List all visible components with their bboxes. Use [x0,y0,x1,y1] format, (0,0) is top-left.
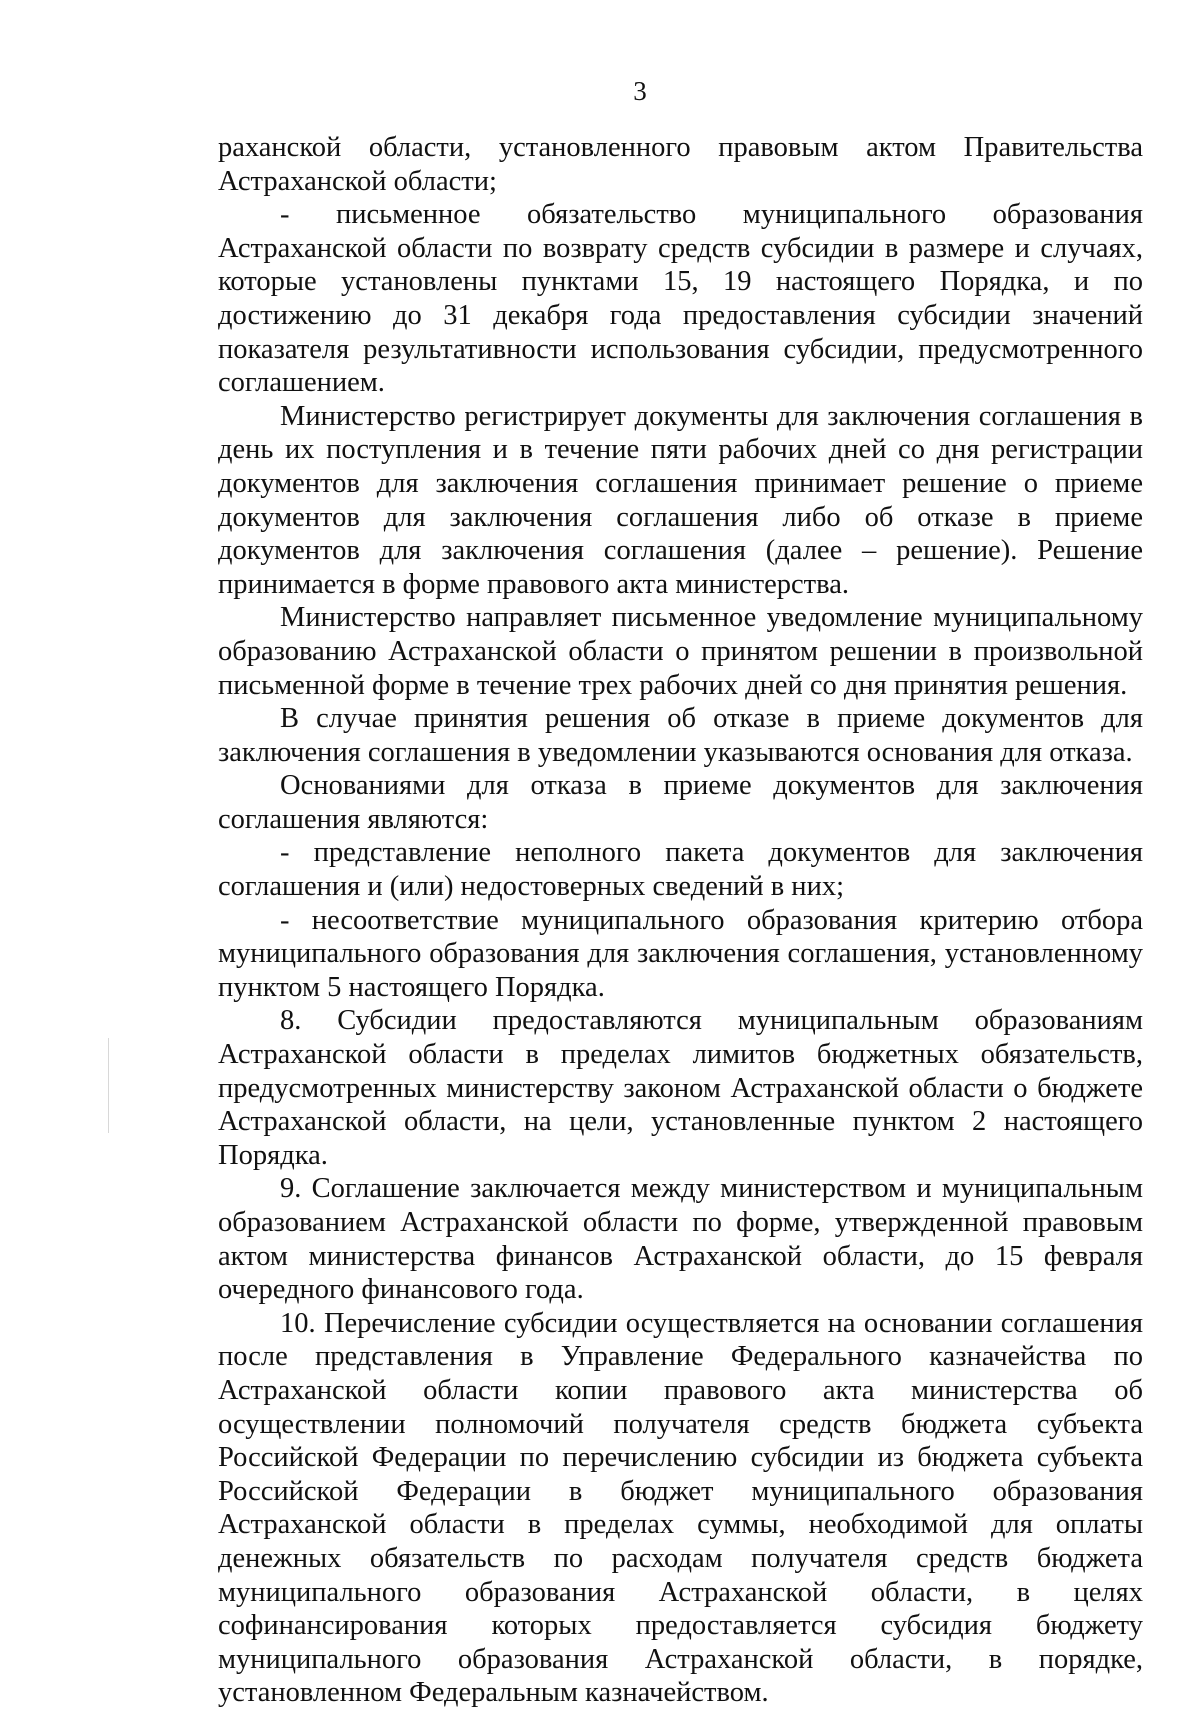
document-body [218,131,1143,1710]
paragraph-obligation: - письменное обязательство муниципального образования Астраханской области по возврату средств субсидии в размере и случаях, которые установлены пунктами 15, 19 настоящего Порядка, и по достижению до 31 декабря года предоставления субсидии значений показателя результативности использования субсидии, предусмотренного соглашением. [218,199,1143,399]
paragraph-notification: Министерство направляет письменное уведомление муниципальному образованию Астраханской области о принятом решении в произвольной письменной форме в течение трех рабочих дней со дня принятия решения. [218,602,1143,701]
paragraph-refusal-grounds: Основаниями для отказа в приеме документов для заключения соглашения являются: [218,770,1143,835]
paragraph-ground-criteria: - несоответствие муниципального образования критерию отбора муниципального образования для заключения соглашения, установленному пунктом 5 настоящего Порядка. [218,904,1143,1003]
paragraph-ground-incomplete: - представление неполного пакета документов для заключения соглашения и (или) недостоверных сведений в них; [218,837,1143,903]
paragraph-item-8: 8. Субсидии предоставляются муниципальным образованиям Астраханской области в пределах лимитов бюджетных обязательств, предусмотренных министерству законом Астраханской области о бюджете Астраханской области, на цели, установленные пунктом 2 настоящего Порядка. [218,1005,1143,1171]
paragraph-item-10: 10. Перечисление субсидии осуществляется на основании соглашения после представления в Управление Федерального казначейства по Астраханской области копии правового акта министерства об осуществлении полномочий получателя средств бюджета субъекта Российской Федерации по перечислению субсидии из бюджета субъекта Российской Федерации в бюджет муниципального образования Астраханской области в пределах суммы, необходимой для оплаты денежных обязательств по расходам получателя средств бюджета муниципального образования Астраханской области, в целях софинансирования которых предоставляется субсидия бюджету муниципального образования Астраханской области, в порядке, установленном Федеральным казначейством. [218,1307,1143,1709]
scan-artifact-line [108,1038,109,1133]
paragraph-item-9: 9. Соглашение заключается между министерством и муниципальным образованием Астраханской области по форме, утвержденной правовым актом министерства финансов Астраханской области, до 15 февраля очередного финансового года. [218,1173,1143,1306]
paragraph-registration: Министерство регистрирует документы для заключения соглашения в день их поступления и в течение пяти рабочих дней со дня регистрации документов для заключения соглашения принимает решение о приеме документов для заключения соглашения либо об отказе в приеме документов для заключения соглашения (далее – решение). Решение принимается в форме правового акта министерства. [218,400,1143,600]
page-number: 3 [633,76,647,106]
paragraph-refusal-grounds-notice: В случае принятия решения об отказе в приеме документов для заключения соглашения в уведомлении указываются основания для отказа. [218,703,1143,768]
paragraph-continuation: раханской области, установленного правовым актом Правительства Астраханской области; [218,132,1143,197]
